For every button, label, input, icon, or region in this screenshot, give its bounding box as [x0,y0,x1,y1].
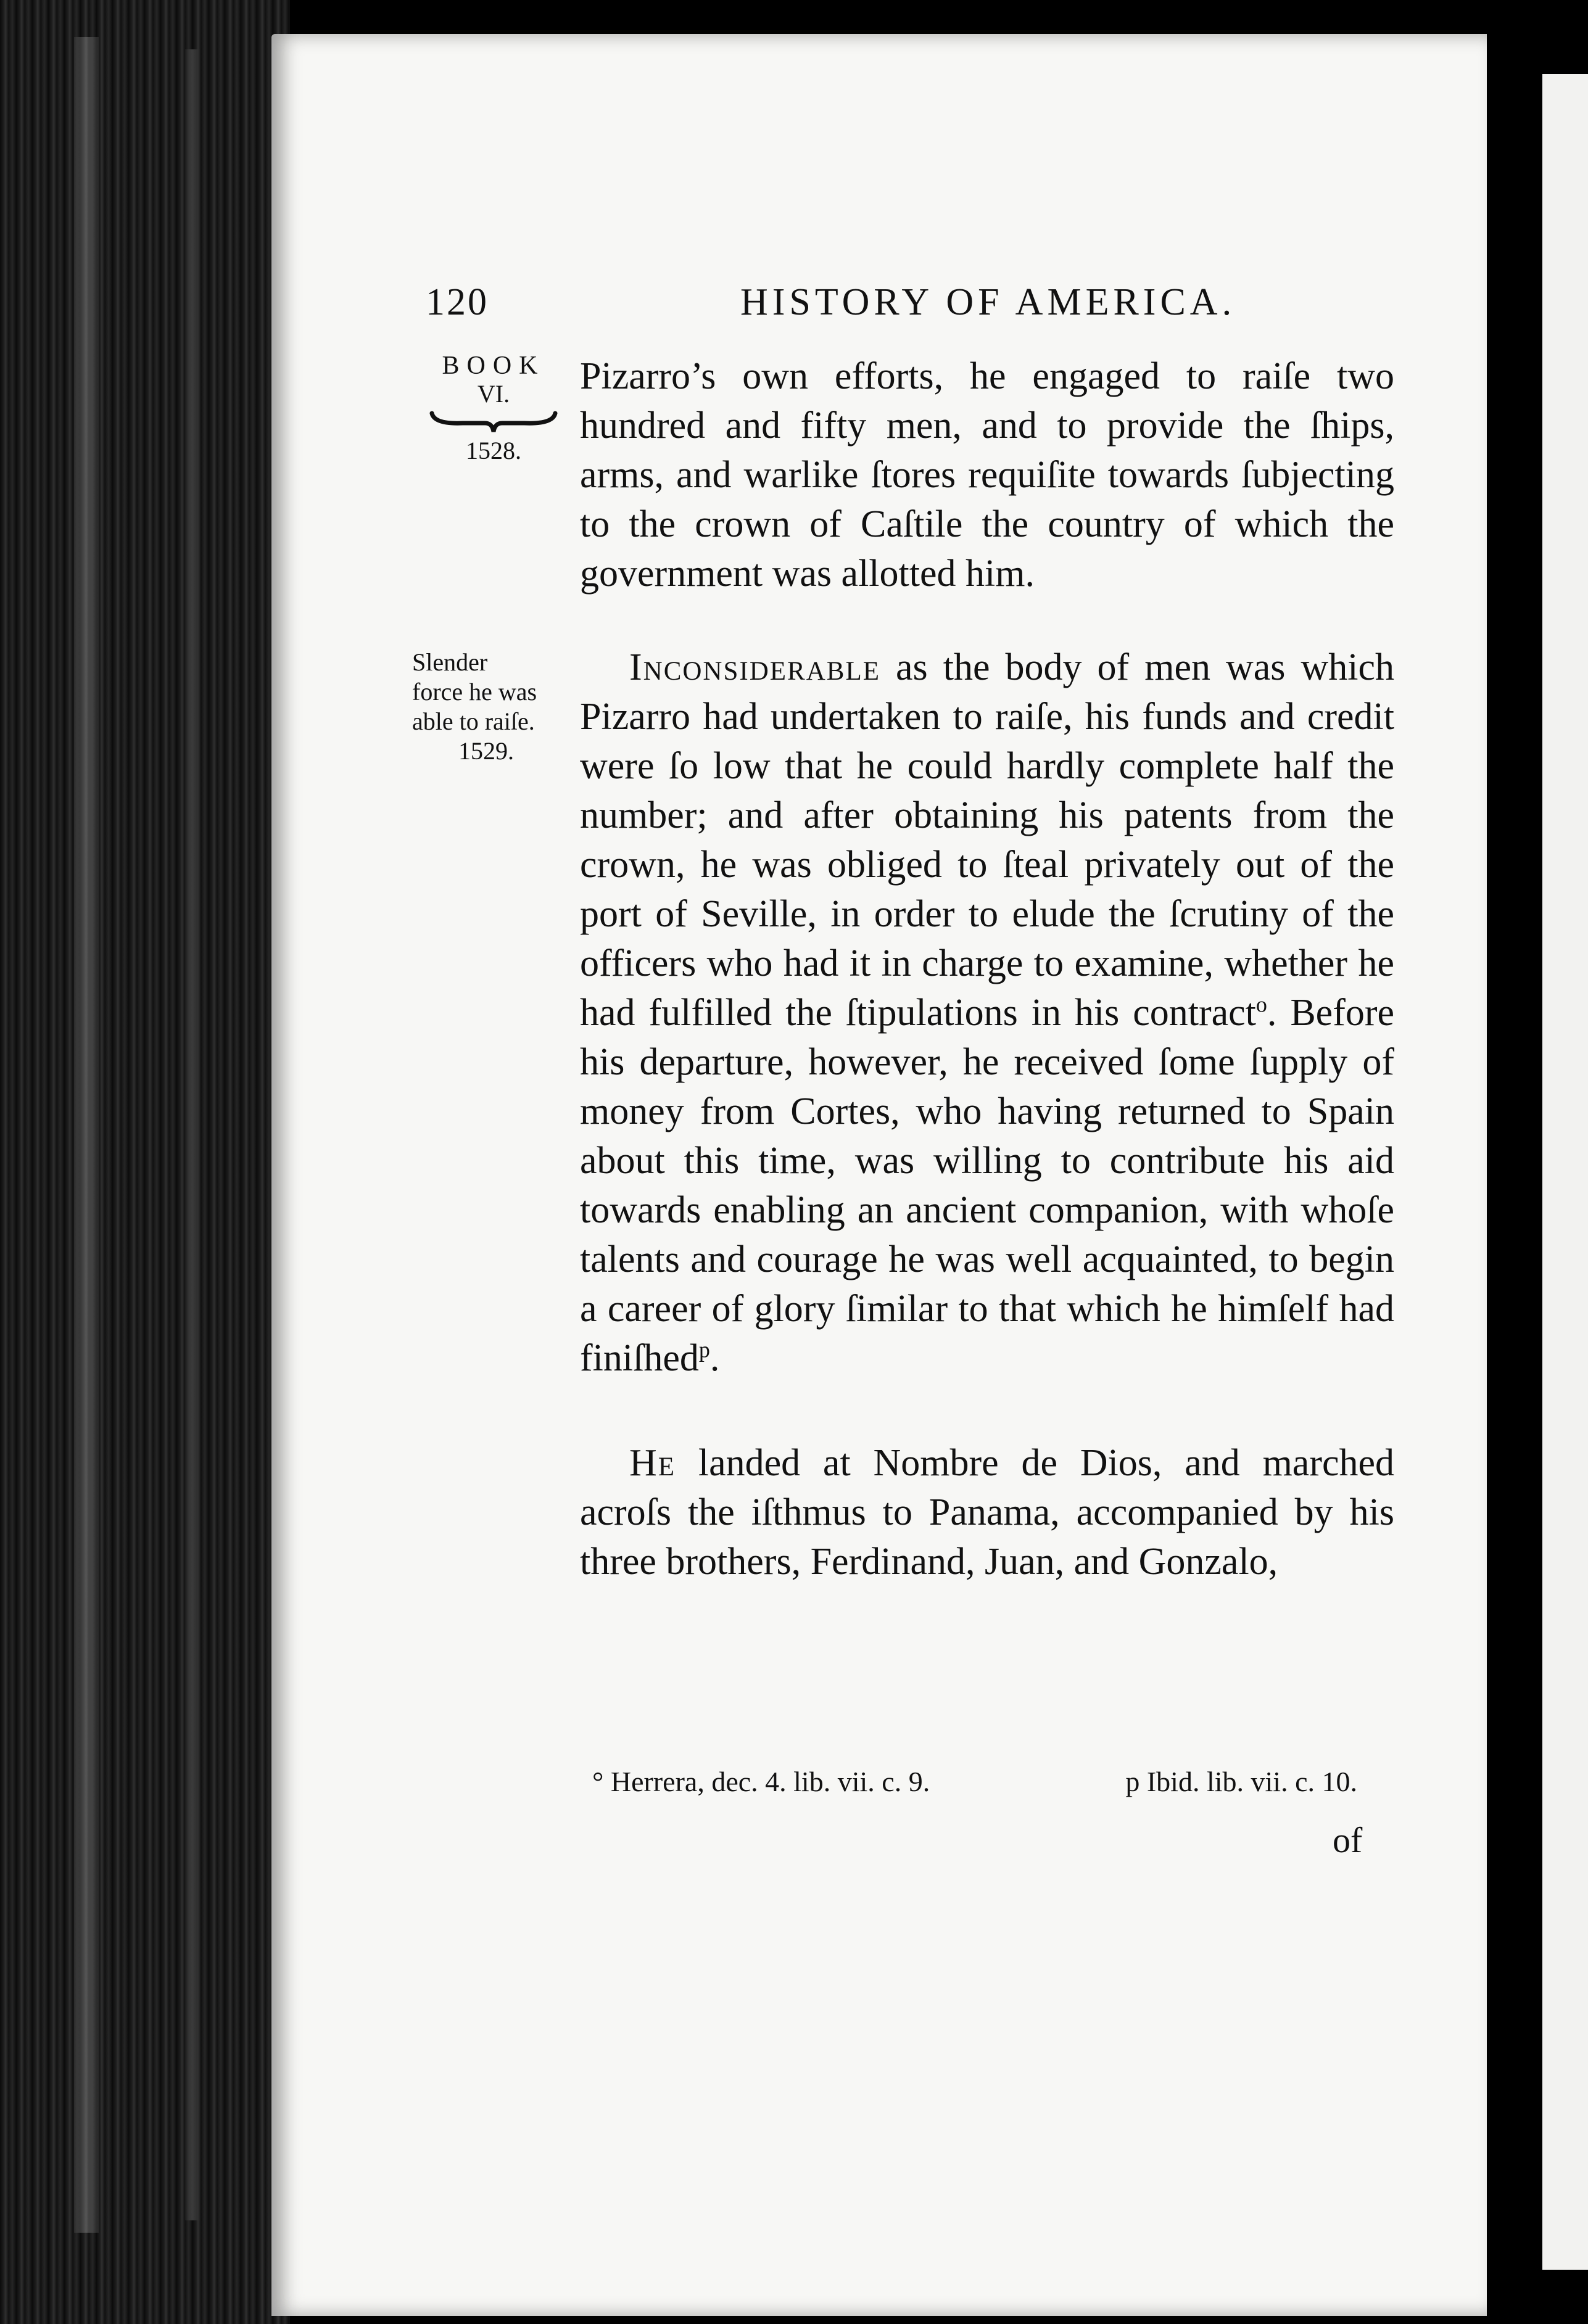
running-head [426,281,1246,330]
page-number: 120 [426,281,489,323]
side-note-line-3: able to raiſe. [412,707,535,735]
paragraph-3-text: landed at Nombre de Dios, and marched acroſs the iſthmus to Panama, accompanied by his three brothers, Ferdinand, Juan, and Gonzalo, [580,1442,1394,1583]
paragraph-3-lead: He [629,1442,676,1484]
side-note-line-1: Slender [412,648,488,676]
footnotes [580,1765,1394,1808]
paragraph-2-lead: Inconsiderable [629,646,880,688]
running-title: HISTORY OF AMERICA. [740,281,1236,323]
year-1529: 1529. [458,737,514,765]
footnote-o: ° Herrera, dec. 4. lib. vii. c. 9. [592,1766,930,1797]
footnote-ref-p: p [698,1337,710,1362]
side-note [412,648,560,766]
side-note-line-2: force he was [412,678,537,706]
gutter-highlight-2 [185,49,200,2220]
footnote-p: p Ibid. lib. vii. c. 10. [1125,1766,1357,1797]
paragraph-2-end: . [709,1337,720,1379]
brace-ornament [426,410,561,434]
page-edge-shadow [1487,34,1542,2324]
paragraph-3 [580,1438,1394,1586]
year-1528: 1528. [466,437,521,464]
body-text [580,352,1394,1586]
paragraph-2 [580,643,1394,1383]
paragraph-2-text: as the body of men was which Pizarro had undertaken to raiſe, his funds and credit were ſo low that he could hardly complete half the number; and after obtaining his patents from the crown, he was obliged to ſteal privately out of the port of Seville, in order to elude the ſcrutiny of the officers who had it in charge to examine, whether he had fulfilled the ſtipulations in his contract [580,646,1394,1034]
book-label-text: BOOK [442,352,545,380]
book-gutter [0,0,290,2324]
facing-page-edge [1542,74,1588,2270]
book-number: VI. [477,380,510,408]
catchword: of [1333,1820,1363,1860]
footnote-ref-o: o [1255,992,1267,1017]
book-label [426,352,561,465]
paragraph-1: Pizarro’s own efforts, he engaged to raiſe two hundred and fifty men, and to provide the ſhips, arms, and warlike ſtores requiſite towards ſubjecting to the crown of Caſtile the country of which the government was allotted him. [580,355,1394,595]
gutter-highlight [74,37,99,2233]
paragraph-2-continued: . Before his departure, however, he received ſome ſupply of money from Cortes, who having returned to Spain about this time, was willing to contribute his aid towards enabling an ancient companion, with whoſe talents and courage he was well acquainted, to begin a career of glory ſimilar to that which he himſelf had finiſhed [580,992,1395,1379]
